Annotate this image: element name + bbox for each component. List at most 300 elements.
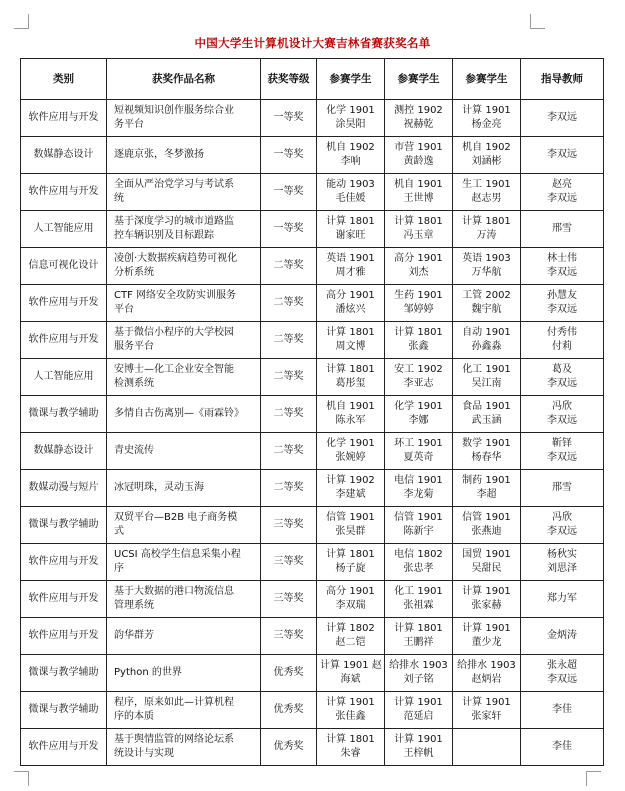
cell-student-3 xyxy=(453,544,521,581)
cell-student-3 xyxy=(453,507,521,544)
cell-line: 李佳 xyxy=(552,704,572,715)
cell-advisor xyxy=(521,100,604,137)
cell-line: 程序，原来如此—计算机程 xyxy=(114,697,234,708)
cell-student-1 xyxy=(317,322,385,359)
cell-student-3 xyxy=(453,285,521,322)
cell-line: 计算 1901 赵 xyxy=(320,660,382,671)
cell-line: 逐鹿京张，冬梦激扬 xyxy=(114,149,204,160)
cell-student-2 xyxy=(385,433,453,470)
cell-award-level: 二等奖 xyxy=(261,359,317,396)
cell-award-level: 二等奖 xyxy=(261,433,317,470)
cell-advisor xyxy=(521,359,604,396)
cell-student-2 xyxy=(385,100,453,137)
cell-line: 计算 1801 xyxy=(326,364,375,375)
cell-line: 涂昊阳 xyxy=(335,119,366,130)
cell-line: 式 xyxy=(114,526,124,537)
cell-line: 付莉 xyxy=(552,341,572,352)
cell-student-2 xyxy=(385,470,453,507)
cell-line: 电信 1901 xyxy=(394,475,443,486)
cell-line: 国贸 1901 xyxy=(462,549,511,560)
cell-line: 韵华群芳 xyxy=(114,630,154,641)
table-row xyxy=(21,100,604,137)
award-table xyxy=(20,58,604,766)
cell-line: 夏英奇 xyxy=(403,452,434,463)
cell-line: 制药 1901 xyxy=(462,475,511,486)
cell-line: 化学 1901 xyxy=(394,401,443,412)
cell-line: 计算 1801 xyxy=(326,734,375,745)
cell-student-3 xyxy=(453,470,521,507)
cell-advisor xyxy=(521,137,604,174)
cell-advisor xyxy=(521,507,604,544)
cell-line: 杨春华 xyxy=(471,452,502,463)
cell-line: 刘杰 xyxy=(408,267,429,278)
header-advisor: 指导教师 xyxy=(521,59,604,100)
cell-advisor xyxy=(521,655,604,692)
cell-student-2 xyxy=(385,655,453,692)
cell-category: 微课与教学辅助 xyxy=(21,396,107,433)
cell-student-3 xyxy=(453,137,521,174)
cell-work-name xyxy=(107,544,261,581)
cell-award-level: 三等奖 xyxy=(261,618,317,655)
cell-line: 李娜 xyxy=(408,415,429,426)
cell-line: 武玉涵 xyxy=(471,415,502,426)
cell-line: 英语 1901 xyxy=(326,253,375,264)
cell-line: 基于大数据的港口物流信息 xyxy=(114,586,234,597)
cell-line: 化学 1901 xyxy=(326,105,375,116)
cell-student-1 xyxy=(317,248,385,285)
cell-category: 微课与教学辅助 xyxy=(21,507,107,544)
header-award-level: 获奖等级 xyxy=(261,59,317,100)
cell-line: 刘涵彬 xyxy=(471,156,502,167)
cell-line: 王世博 xyxy=(403,193,434,204)
cell-student-1 xyxy=(317,174,385,211)
page-title: 中国大学生计算机设计大赛吉林省赛获奖名单 xyxy=(194,36,431,50)
cell-line: 金炳涛 xyxy=(547,630,577,641)
cell-advisor xyxy=(521,396,604,433)
header-student-2: 参赛学生 xyxy=(385,59,453,100)
cell-line: 毛佳媛 xyxy=(335,193,366,204)
table-row xyxy=(21,322,604,359)
table-row xyxy=(21,692,604,729)
cell-line: 务平台 xyxy=(114,119,144,130)
cell-category: 数媒静态设计 xyxy=(21,137,107,174)
cell-student-2 xyxy=(385,581,453,618)
cell-student-3 xyxy=(453,248,521,285)
cell-advisor xyxy=(521,581,604,618)
table-row xyxy=(21,507,604,544)
cell-line: 张祖霖 xyxy=(403,600,434,611)
cell-student-1 xyxy=(317,729,385,766)
cell-line: 冯欣 xyxy=(552,512,572,523)
cell-award-level: 二等奖 xyxy=(261,248,317,285)
cell-line: 计算 1801 xyxy=(394,623,443,634)
cell-advisor xyxy=(521,470,604,507)
cell-line: 控车辆识别及目标跟踪 xyxy=(114,230,214,241)
table-row xyxy=(21,433,604,470)
cell-category: 人工智能应用 xyxy=(21,211,107,248)
cell-student-3 xyxy=(453,433,521,470)
cell-line: 测控 1902 xyxy=(394,105,443,116)
cell-line: 双贸平台—B2B 电子商务模 xyxy=(114,512,238,523)
cell-student-1 xyxy=(317,655,385,692)
cell-line: 李双远 xyxy=(547,526,577,537)
header-student-1: 参赛学生 xyxy=(317,59,385,100)
cell-student-3 xyxy=(453,322,521,359)
cell-line: 计算 1801 xyxy=(326,327,375,338)
header-work-name: 获奖作品名称 xyxy=(107,59,261,100)
cell-line: 食品 1901 xyxy=(462,401,511,412)
cell-award-level: 二等奖 xyxy=(261,470,317,507)
crop-mark-bottom-right xyxy=(586,771,601,786)
cell-line: 万华航 xyxy=(471,267,502,278)
cell-line: 邢雪 xyxy=(552,482,572,493)
cell-line: 英语 1903 xyxy=(462,253,511,264)
cell-award-level: 二等奖 xyxy=(261,322,317,359)
cell-line: 赵志男 xyxy=(471,193,502,204)
cell-line: 生工 1901 xyxy=(462,179,511,190)
cell-student-2 xyxy=(385,618,453,655)
cell-line: 陈新宇 xyxy=(403,526,434,537)
cell-line: 计算 1901 xyxy=(326,697,375,708)
cell-student-3 xyxy=(453,396,521,433)
cell-line: 张鑫 xyxy=(408,341,429,352)
cell-line: 付秀伟 xyxy=(547,327,577,338)
cell-line: 冯玉章 xyxy=(403,230,434,241)
cell-student-2 xyxy=(385,507,453,544)
cell-line: 计算 1901 xyxy=(462,697,511,708)
cell-student-1 xyxy=(317,692,385,729)
cell-student-3 xyxy=(453,729,521,766)
table-row xyxy=(21,544,604,581)
cell-line: 李双远 xyxy=(547,267,577,278)
cell-line: 市营 1901 xyxy=(394,142,443,153)
cell-line: 信管 1901 xyxy=(394,512,443,523)
crop-mark-top-left xyxy=(14,14,29,29)
cell-line: 计算 1801 xyxy=(462,216,511,227)
cell-line: 李双远 xyxy=(547,193,577,204)
cell-line: 全面从严治党学习与考试系 xyxy=(114,179,234,190)
cell-category: 人工智能应用 xyxy=(21,359,107,396)
cell-line: 冰冠明珠，灵动玉海 xyxy=(114,482,204,493)
cell-line: 李双瑞 xyxy=(335,600,366,611)
cell-line: 自动 1901 xyxy=(462,327,511,338)
cell-line: 计算 1901 xyxy=(462,105,511,116)
cell-line: 孙鑫淼 xyxy=(471,341,502,352)
table-row xyxy=(21,618,604,655)
cell-line: 林士伟 xyxy=(547,253,577,264)
cell-work-name xyxy=(107,470,261,507)
cell-student-3 xyxy=(453,618,521,655)
cell-line: 杨子旋 xyxy=(335,563,366,574)
cell-line: 葛及 xyxy=(552,364,572,375)
cell-student-2 xyxy=(385,248,453,285)
cell-line: 机自 1902 xyxy=(462,142,511,153)
table-row xyxy=(21,211,604,248)
cell-line: 李双远 xyxy=(547,452,577,463)
table-row xyxy=(21,285,604,322)
cell-line: 计算 1801 xyxy=(394,327,443,338)
cell-award-level: 一等奖 xyxy=(261,174,317,211)
cell-student-1 xyxy=(317,544,385,581)
cell-advisor xyxy=(521,285,604,322)
cell-line: 吴江南 xyxy=(471,378,502,389)
cell-work-name xyxy=(107,248,261,285)
cell-line: 高分 1901 xyxy=(326,586,375,597)
cell-work-name xyxy=(107,174,261,211)
cell-line: 李响 xyxy=(340,156,361,167)
cell-line: 李龙菊 xyxy=(403,489,434,500)
cell-line: 服务平台 xyxy=(114,341,154,352)
cell-award-level: 二等奖 xyxy=(261,396,317,433)
cell-line: 计算 1901 xyxy=(462,586,511,597)
cell-line: 张永超 xyxy=(547,660,577,671)
cell-line: 安工 1902 xyxy=(394,364,443,375)
table-row xyxy=(21,470,604,507)
cell-line: 计算 1901 xyxy=(394,697,443,708)
cell-line: 李双远 xyxy=(547,378,577,389)
cell-award-level: 优秀奖 xyxy=(261,729,317,766)
cell-student-3 xyxy=(453,359,521,396)
cell-line: 张家轩 xyxy=(471,711,502,722)
cell-line: 序的本质 xyxy=(114,711,154,722)
cell-advisor xyxy=(521,692,604,729)
cell-student-2 xyxy=(385,285,453,322)
cell-line: 张忠孝 xyxy=(403,563,434,574)
cell-line: 冯欣 xyxy=(552,401,572,412)
cell-category: 软件应用与开发 xyxy=(21,285,107,322)
cell-advisor xyxy=(521,618,604,655)
cell-award-level: 一等奖 xyxy=(261,137,317,174)
crop-mark-top-right xyxy=(530,14,545,29)
cell-category: 数媒静态设计 xyxy=(21,433,107,470)
cell-work-name xyxy=(107,396,261,433)
cell-line: 统 xyxy=(114,193,124,204)
cell-student-2 xyxy=(385,396,453,433)
cell-line: 李双远 xyxy=(547,304,577,315)
cell-student-1 xyxy=(317,359,385,396)
table-row xyxy=(21,581,604,618)
cell-line: 化学 1901 xyxy=(326,438,375,449)
cell-line: 万涛 xyxy=(476,230,497,241)
cell-work-name xyxy=(107,100,261,137)
table-row xyxy=(21,248,604,285)
cell-work-name xyxy=(107,137,261,174)
cell-work-name xyxy=(107,618,261,655)
cell-line: 机自 1901 xyxy=(394,179,443,190)
cell-student-2 xyxy=(385,211,453,248)
cell-line: 统设计与实现 xyxy=(114,748,174,759)
cell-line: UCSI 高校学生信息采集小程 xyxy=(114,549,241,560)
cell-line: 祝赫乾 xyxy=(403,119,434,130)
cell-award-level: 三等奖 xyxy=(261,581,317,618)
cell-line: CTF 网络安全攻防实训服务 xyxy=(114,290,237,301)
cell-line: 李双远 xyxy=(547,112,577,123)
cell-category: 数媒动漫与短片 xyxy=(21,470,107,507)
cell-student-1 xyxy=(317,100,385,137)
cell-line: 计算 1901 xyxy=(462,623,511,634)
cell-line: 张婉婷 xyxy=(335,452,366,463)
cell-student-1 xyxy=(317,618,385,655)
cell-line: 计算 1801 xyxy=(394,216,443,227)
cell-line: 化工 1901 xyxy=(394,586,443,597)
cell-award-level: 优秀奖 xyxy=(261,655,317,692)
cell-category: 软件应用与开发 xyxy=(21,100,107,137)
table-row xyxy=(21,729,604,766)
cell-line: 黄龄逸 xyxy=(403,156,434,167)
cell-work-name xyxy=(107,507,261,544)
cell-line: 环工 1901 xyxy=(394,438,443,449)
table-header-row xyxy=(21,59,604,100)
cell-line: 电信 1802 xyxy=(394,549,443,560)
cell-category: 软件应用与开发 xyxy=(21,174,107,211)
cell-student-1 xyxy=(317,433,385,470)
cell-student-3 xyxy=(453,211,521,248)
cell-line: 青史流传 xyxy=(114,445,154,456)
cell-line: 董少龙 xyxy=(471,637,502,648)
table-row xyxy=(21,396,604,433)
cell-line: 张家赫 xyxy=(471,600,502,611)
cell-line: 李亚志 xyxy=(403,378,434,389)
cell-work-name xyxy=(107,729,261,766)
cell-line: 给排水 1903 xyxy=(389,660,448,671)
cell-student-3 xyxy=(453,581,521,618)
cell-category: 软件应用与开发 xyxy=(21,729,107,766)
cell-line: 能动 1903 xyxy=(326,179,375,190)
cell-work-name xyxy=(107,433,261,470)
cell-student-2 xyxy=(385,137,453,174)
cell-line: 高分 1901 xyxy=(394,253,443,264)
cell-line: 多情自古伤离别—《雨霖铃》 xyxy=(114,408,244,419)
cell-line: 张昊群 xyxy=(335,526,366,537)
cell-student-3 xyxy=(453,100,521,137)
cell-award-level: 一等奖 xyxy=(261,211,317,248)
cell-line: 陈永军 xyxy=(335,415,366,426)
cell-line: 数学 1901 xyxy=(462,438,511,449)
cell-line: 短视频知识创作服务综合业 xyxy=(114,105,234,116)
cell-award-level: 二等奖 xyxy=(261,285,317,322)
cell-line: 张佳鑫 xyxy=(335,711,366,722)
cell-line: 化工 1901 xyxy=(462,364,511,375)
cell-award-level: 一等奖 xyxy=(261,100,317,137)
cell-student-3 xyxy=(453,692,521,729)
cell-category: 微课与教学辅助 xyxy=(21,655,107,692)
cell-line: 刘思泽 xyxy=(547,563,577,574)
cell-line: 计算 1801 xyxy=(326,216,375,227)
cell-award-level: 优秀奖 xyxy=(261,692,317,729)
cell-line: 刘子铭 xyxy=(403,674,434,685)
cell-student-1 xyxy=(317,211,385,248)
cell-line: 孙慧友 xyxy=(547,290,577,301)
cell-line: 基于微信小程序的大学校园 xyxy=(114,327,234,338)
cell-line: 郑力军 xyxy=(547,593,577,604)
cell-student-1 xyxy=(317,137,385,174)
cell-line: 朱睿 xyxy=(340,748,361,759)
cell-line: Python 的世界 xyxy=(114,667,182,678)
cell-line: 王鹏祥 xyxy=(403,637,434,648)
cell-line: 给排水 1903 xyxy=(457,660,516,671)
cell-category: 微课与教学辅助 xyxy=(21,692,107,729)
cell-student-1 xyxy=(317,581,385,618)
cell-award-level: 三等奖 xyxy=(261,507,317,544)
cell-line: 赵亮 xyxy=(552,179,572,190)
cell-work-name xyxy=(107,581,261,618)
cell-student-1 xyxy=(317,470,385,507)
cell-student-1 xyxy=(317,507,385,544)
cell-student-2 xyxy=(385,174,453,211)
cell-advisor xyxy=(521,211,604,248)
cell-line: 机自 1901 xyxy=(326,401,375,412)
cell-line: 潘炫兴 xyxy=(335,304,366,315)
cell-line: 李双远 xyxy=(547,149,577,160)
cell-line: 李双远 xyxy=(547,415,577,426)
cell-line: 平台 xyxy=(114,304,134,315)
cell-line: 工管 2002 xyxy=(462,290,511,301)
cell-student-2 xyxy=(385,692,453,729)
cell-line: 葛彤玺 xyxy=(335,378,366,389)
cell-line: 周文博 xyxy=(335,341,366,352)
cell-line: 李佳 xyxy=(552,741,572,752)
cell-work-name xyxy=(107,285,261,322)
cell-category: 信息可视化设计 xyxy=(21,248,107,285)
cell-student-3 xyxy=(453,655,521,692)
cell-advisor xyxy=(521,544,604,581)
cell-line: 魏宇航 xyxy=(471,304,502,315)
cell-line: 张燕迪 xyxy=(471,526,502,537)
cell-line: 吴甜民 xyxy=(471,563,502,574)
cell-work-name xyxy=(107,322,261,359)
cell-student-2 xyxy=(385,359,453,396)
cell-line: 计算 1802 xyxy=(326,623,375,634)
cell-work-name xyxy=(107,692,261,729)
cell-category: 软件应用与开发 xyxy=(21,581,107,618)
cell-line: 高分 1901 xyxy=(326,290,375,301)
cell-line: 靳铎 xyxy=(552,438,572,449)
cell-student-1 xyxy=(317,396,385,433)
cell-student-1 xyxy=(317,285,385,322)
table-row xyxy=(21,655,604,692)
cell-line: 王梓帆 xyxy=(403,748,434,759)
cell-student-2 xyxy=(385,729,453,766)
cell-category: 软件应用与开发 xyxy=(21,618,107,655)
cell-line: 周才雅 xyxy=(335,267,366,278)
cell-student-3 xyxy=(453,174,521,211)
cell-work-name xyxy=(107,655,261,692)
cell-line: 序 xyxy=(114,563,124,574)
crop-mark-bottom-left xyxy=(14,771,29,786)
cell-work-name xyxy=(107,211,261,248)
cell-line: 安博士—化工企业安全智能 xyxy=(114,364,234,375)
cell-line: 基于深度学习的城市道路监 xyxy=(114,216,234,227)
cell-award-level: 三等奖 xyxy=(261,544,317,581)
table-row xyxy=(21,174,604,211)
cell-line: 信管 1901 xyxy=(326,512,375,523)
cell-line: 机自 1902 xyxy=(326,142,375,153)
table-row xyxy=(21,137,604,174)
cell-line: 凌创·大数据疾病趋势可视化 xyxy=(114,253,238,264)
cell-line: 赵二铠 xyxy=(335,637,366,648)
cell-line: 信管 1901 xyxy=(462,512,511,523)
cell-line: 生药 1901 xyxy=(394,290,443,301)
cell-line: 杨秋实 xyxy=(547,549,577,560)
cell-work-name xyxy=(107,359,261,396)
cell-line: 赵炳岩 xyxy=(471,674,502,685)
cell-line: 管理系统 xyxy=(114,600,154,611)
cell-line: 海斌 xyxy=(340,674,361,685)
cell-line: 邢雪 xyxy=(552,223,572,234)
cell-student-2 xyxy=(385,544,453,581)
cell-line: 李双远 xyxy=(547,674,577,685)
header-student-3: 参赛学生 xyxy=(453,59,521,100)
